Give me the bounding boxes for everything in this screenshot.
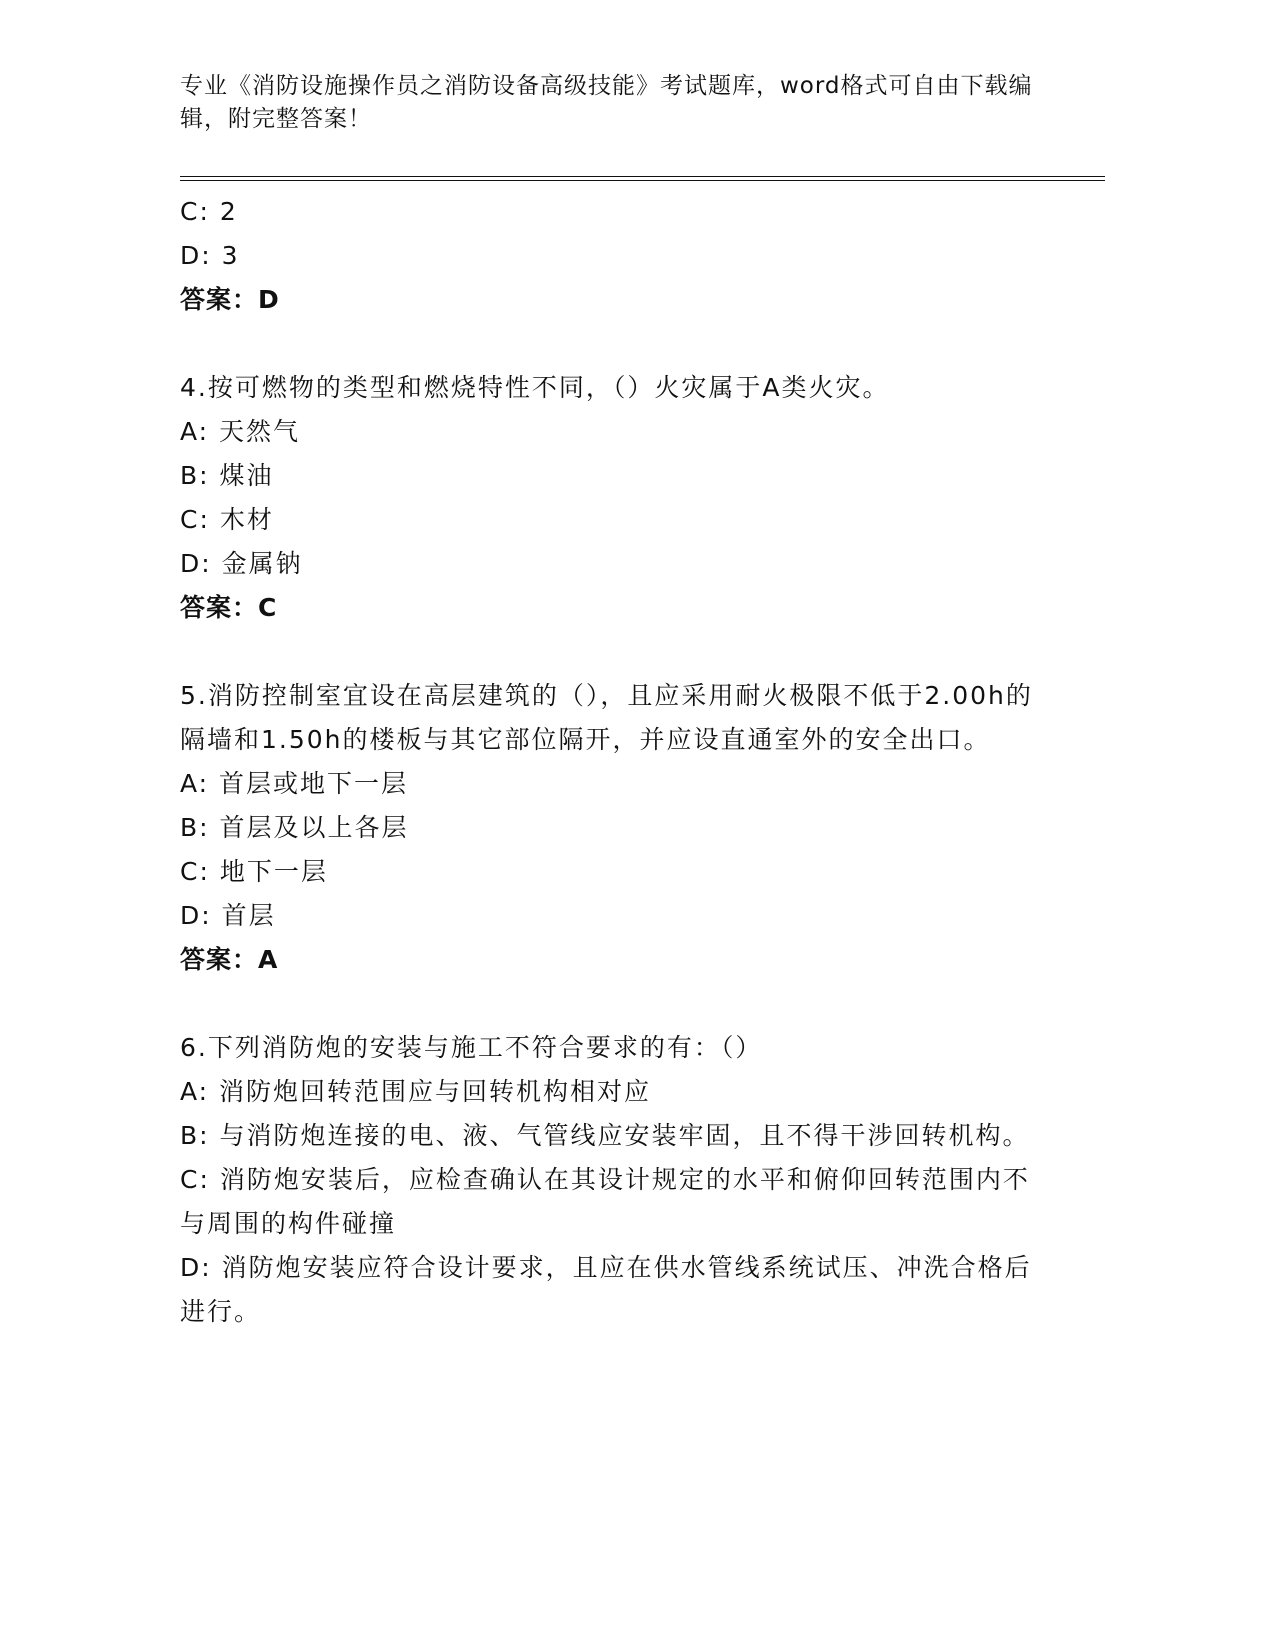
option-d <box>180 894 1040 938</box>
answer-line: 答案：D <box>180 285 280 314</box>
option-label: D: <box>180 901 212 930</box>
option-a <box>180 410 1040 454</box>
page-header: 专业《消防设施操作员之消防设备高级技能》考试题库，word格式可自由下载编辑，附完整答案！ <box>180 73 1033 132</box>
option-text: 消防炮回转范围应与回转机构相对应 <box>219 1077 652 1106</box>
question-stem: 5.消防控制室宜设在高层建筑的（），且应采用耐火极限不低于2.00h的隔墙和1.50h的楼板与其它部位隔开，并应设直通室外的安全出口。 <box>180 681 1033 754</box>
option-text: 3 <box>221 241 240 270</box>
option-text: 天然气 <box>219 417 301 446</box>
option-label: C: <box>180 857 210 886</box>
spacer <box>180 630 1040 674</box>
option-c <box>180 850 1040 894</box>
spacer <box>180 322 1040 366</box>
option-label: D: <box>180 1253 212 1282</box>
option-label: D: <box>180 549 212 578</box>
option-text: 2 <box>219 197 238 226</box>
option-label: B: <box>180 461 210 490</box>
option-label: B: <box>180 1121 210 1150</box>
option-text: 与消防炮连接的电、液、气管线应安装牢固，且不得干涉回转机构。 <box>219 1121 1030 1150</box>
option-text: 消防炮安装后，应检查确认在其设计规定的水平和俯仰回转范围内不与周围的构件碰撞 <box>180 1165 1030 1238</box>
question-6 <box>180 1026 1040 1334</box>
option-text: 木材 <box>219 505 274 534</box>
option-text: 首层或地下一层 <box>219 769 409 798</box>
question-list <box>180 190 1040 1334</box>
option-text: 首层及以上各层 <box>219 813 409 842</box>
option-label: C: <box>180 1165 210 1194</box>
option-label: A: <box>180 417 210 446</box>
option-b <box>180 806 1040 850</box>
option-c <box>180 1158 1040 1246</box>
option-c <box>180 498 1040 542</box>
option-label: B: <box>180 813 210 842</box>
spacer <box>180 982 1040 1026</box>
option-d <box>180 1246 1040 1334</box>
question-stem: 4.按可燃物的类型和燃烧特性不同，（）火灾属于A类火灾。 <box>180 373 890 402</box>
option-b <box>180 454 1040 498</box>
option-text: 地下一层 <box>219 857 328 886</box>
option-a <box>180 762 1040 806</box>
option-text: 消防炮安装应符合设计要求，且应在供水管线系统试压、冲洗合格后进行。 <box>180 1253 1032 1326</box>
option-label: C: <box>180 505 210 534</box>
option-b <box>180 1114 1040 1158</box>
header-divider <box>180 176 1105 181</box>
option-label: A: <box>180 1077 210 1106</box>
question-stem: 6.下列消防炮的安装与施工不符合要求的有：（） <box>180 1033 763 1062</box>
option-d <box>180 234 1040 278</box>
option-c <box>180 190 1040 234</box>
option-text: 煤油 <box>219 461 274 490</box>
answer-line: 答案：A <box>180 945 279 974</box>
question-4 <box>180 366 1040 630</box>
option-label: D: <box>180 241 212 270</box>
option-text: 金属钠 <box>221 549 303 578</box>
option-d <box>180 542 1040 586</box>
option-a <box>180 1070 1040 1114</box>
option-label: A: <box>180 769 210 798</box>
option-text: 首层 <box>221 901 276 930</box>
question-5 <box>180 674 1040 982</box>
answer-line: 答案：C <box>180 593 278 622</box>
option-label: C: <box>180 197 210 226</box>
previous-question-tail <box>180 190 1040 322</box>
